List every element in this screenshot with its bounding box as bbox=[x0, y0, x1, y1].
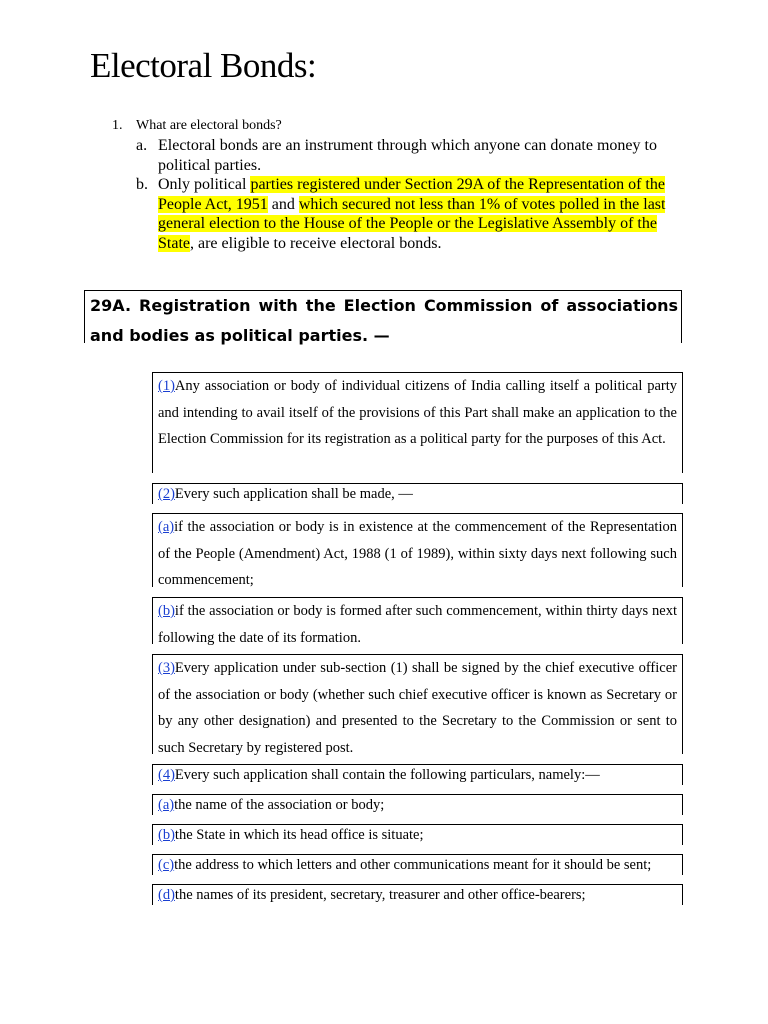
answer-text bbox=[158, 175, 681, 253]
clause-link[interactable]: (2) bbox=[158, 486, 175, 502]
answer-label: b. bbox=[136, 176, 148, 193]
clause-text: if the association or body is formed after such commencement, within thirty days next following the date of its formation. bbox=[158, 603, 677, 646]
question-number: 1. bbox=[112, 118, 123, 133]
clause-3 bbox=[152, 654, 683, 757]
clause-2 bbox=[152, 483, 683, 504]
section-heading: 29A. Registration with the Election Commission of associations and bodies as political parties. — bbox=[90, 296, 678, 345]
clause-link[interactable]: (b) bbox=[158, 827, 175, 843]
highlighted-segment: parties registered under Section 29A of the Representation of the People Act, 1951 bbox=[158, 176, 665, 213]
clause-4d bbox=[152, 884, 683, 905]
answer-label: a. bbox=[136, 137, 148, 154]
answer-segment: and bbox=[267, 195, 299, 213]
clause-link[interactable]: (3) bbox=[158, 660, 175, 676]
clause-text: if the association or body is in existence at the commencement of the Representation of the People (Amendment) Act, 1988 (1 of 1989), within sixty days next following such commencement; bbox=[158, 519, 677, 589]
answer-list bbox=[136, 136, 681, 253]
clause-text: Every application under sub-section (1) shall be signed by the chief executive officer of the association or body (whether such chief executive officer is known as Secretary or by any other designation) and presented to the Secretary to the Commission or sent to such Secretary by registered post. bbox=[158, 660, 677, 757]
clause-text: Every such application shall be made, — bbox=[174, 486, 413, 502]
clause-4 bbox=[152, 764, 683, 785]
answer-segment: Electoral bonds are an instrument through which anyone can donate money to political parties. bbox=[158, 137, 657, 174]
clause-link[interactable]: (b) bbox=[158, 603, 175, 619]
clause-4a bbox=[152, 794, 683, 815]
clause-text: the name of the association or body; bbox=[174, 797, 385, 813]
question-text: What are electoral bonds? bbox=[136, 118, 282, 133]
question-item bbox=[112, 118, 282, 134]
clause-2a bbox=[152, 513, 683, 587]
clause-1 bbox=[152, 372, 683, 473]
answer-segment: Only political bbox=[158, 176, 251, 193]
clause-link[interactable]: (c) bbox=[158, 857, 175, 873]
answer-text bbox=[158, 136, 681, 175]
clause-text: the State in which its head office is situate; bbox=[174, 827, 424, 843]
clause-link[interactable]: (d) bbox=[158, 887, 175, 903]
clause-text: Every such application shall contain the following particulars, namely:— bbox=[174, 767, 600, 783]
clause-2b bbox=[152, 597, 683, 644]
clause-text: the address to which letters and other communications meant for it should be sent; bbox=[174, 857, 652, 873]
answer-segment: , are eligible to receive electoral bonds. bbox=[190, 234, 442, 252]
clause-link[interactable]: (a) bbox=[158, 797, 175, 813]
clause-link[interactable]: (1) bbox=[158, 378, 175, 394]
clause-4b bbox=[152, 824, 683, 845]
section-heading-box bbox=[84, 290, 682, 343]
clause-4c bbox=[152, 854, 683, 875]
clause-link[interactable]: (4) bbox=[158, 767, 175, 783]
clause-link[interactable]: (a) bbox=[158, 519, 175, 535]
answer-item-a bbox=[136, 136, 681, 175]
answer-item-b bbox=[136, 175, 681, 253]
document-title: Electoral Bonds: bbox=[90, 46, 317, 85]
clause-text: the names of its president, secretary, treasurer and other office-bearers; bbox=[174, 887, 586, 903]
clause-text: Any association or body of individual citizens of India calling itself a political party and intending to avail itself of the provisions of this Part shall make an application to the Election Commission for its registration as a political party for the purposes of this Act. bbox=[158, 378, 677, 448]
highlighted-segment: which secured not less than 1% of votes polled in the last general election to the House of the People or the Legislative Assembly of the State bbox=[158, 195, 666, 252]
